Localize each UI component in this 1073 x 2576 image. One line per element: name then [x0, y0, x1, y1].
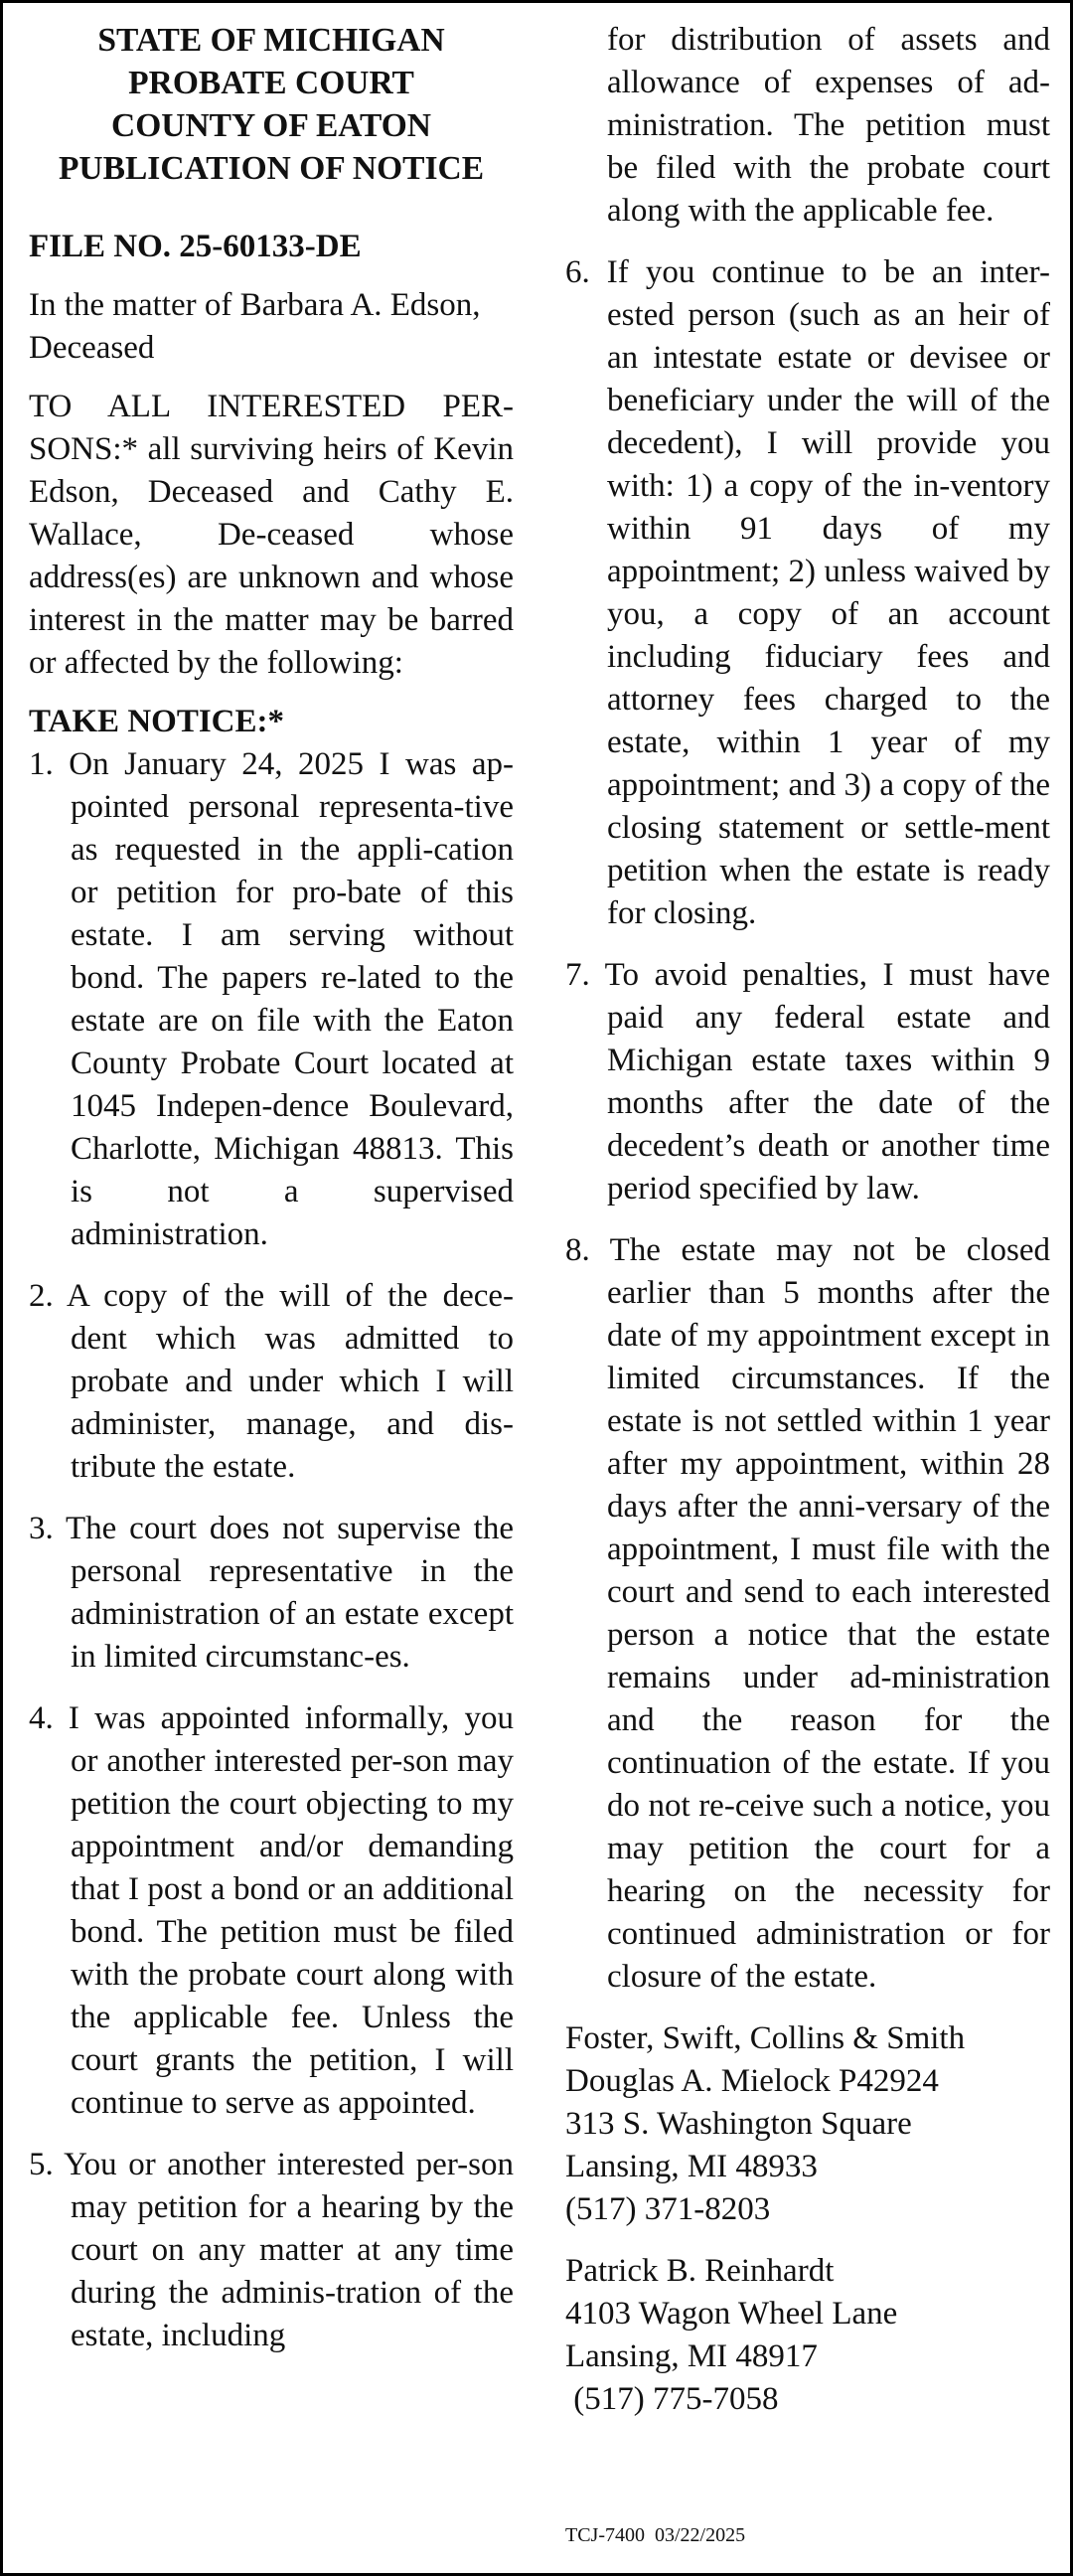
notice-item-4: 4. I was appointed informally, you or another interested per-son may petition the court objecting to my appointment and/or demanding that I post a bond or an additional bond. The petition must be filed with the probate court along with the applicable fee. Unless the court grants the petition, I will continue to serve as appointed. [29, 1700, 514, 2121]
attorney-line: Lansing, MI 48933 [565, 2149, 818, 2184]
file-number: FILE NO. 25-60133-DE [29, 229, 362, 264]
notice-item-5: 5. You or another interested per-son may petition for a hearing by the court on any matter at any time during the adminis-tration of the estate, including [29, 2147, 514, 2353]
notice-item-3: 3. The court does not supervise the personal representative in the administration of an estate except in limited circumstanc-es. [29, 1511, 514, 1675]
notice-item-1: 1. On January 24, 2025 I was ap-pointed personal representa-tive as requested in the appli-cation or petition for pro-bate of this estate. I am serving without bond. The papers re-lated to the estate are on file with the Eaton County Probate Court located at 1045 Indepen-dence Boulevard, Charlotte, Michigan 48813. This is not a supervised administration. [29, 746, 514, 1252]
attorney-line: Foster, Swift, Collins & Smith [565, 2020, 966, 2056]
representative-line: 4103 Wagon Wheel Lane [565, 2296, 898, 2332]
attorney-line: 313 S. Washington Square [565, 2106, 912, 2142]
representative-line: (517) 775-7058 [565, 2381, 779, 2417]
notice-header [29, 19, 514, 190]
publication-code: TCJ-7400 03/22/2025 [565, 2524, 746, 2546]
header-line: STATE OF MICHIGAN [97, 22, 445, 59]
notice-item-8: 8. The estate may not be closed earlier than 5 months after the date of my appointment except in limited circumstances. If the estate is not settled within 1 year after my appointment, within 28 days after the anni-versary of the appointment, I must file with the court and send to each interested person a notice that the estate remains under ad-ministration and the reason for the continuation of the estate. If you do not re-ceive such a notice, you may petition the court for a hearing on the necessity for continued administration or for closure of the estate. [565, 1232, 1050, 1995]
attorney-line: Douglas A. Mielock P42924 [565, 2063, 939, 2099]
notice-item-6: 6. If you continue to be an inter-ested person (such as an heir of an intestate estate or devisee or beneficiary under the will of the decedent), I will provide you with: 1) a copy of the in-ventory within 91 days of my appointment; 2) unless waived by you, a copy of an account including fiduciary fees and attorney fees charged to the estate, within 1 year of my appointment; and 3) a copy of the closing statement or settle-ment petition when the estate is ready for closing. [565, 254, 1050, 931]
attorney-block [565, 2017, 1050, 2231]
representative-line: Lansing, MI 48917 [565, 2338, 818, 2374]
attorney-line: (517) 371-8203 [565, 2191, 771, 2227]
notice-item-2: 2. A copy of the will of the dece-dent which was admitted to probate and under which I will administer, manage, and dis-tribute the estate. [29, 1278, 514, 1485]
header-line: PROBATE COURT [128, 65, 414, 101]
notice-item-5-continued: for distribution of assets and allowance of expenses of ad-ministration. The petition must be filed with the probate court along with the applicable fee. [607, 22, 1050, 229]
right-column [565, 13, 1050, 2421]
representative-line: Patrick B. Reinhardt [565, 2253, 835, 2289]
take-notice-heading: TAKE NOTICE:* [29, 704, 285, 739]
left-column [29, 13, 514, 2357]
header-line: COUNTY OF EATON [111, 107, 431, 144]
matter-text: In the matter of Barbara A. Edson, Deceased [29, 287, 481, 366]
interested-persons-text: TO ALL INTERESTED PER-SONS:* all surviving heirs of Kevin Edson, Deceased and Cathy E. Wallace, De-ceased whose address(es) are unknown and whose interest in the matter may be barred or affected by the following: [29, 389, 514, 681]
representative-block [565, 2250, 1050, 2421]
notice-item-7: 7. To avoid penalties, I must have paid any federal estate and Michigan estate taxes within 9 months after the date of the decedent’s death or another time period specified by law. [565, 957, 1050, 1207]
header-line: PUBLICATION OF NOTICE [58, 150, 485, 187]
